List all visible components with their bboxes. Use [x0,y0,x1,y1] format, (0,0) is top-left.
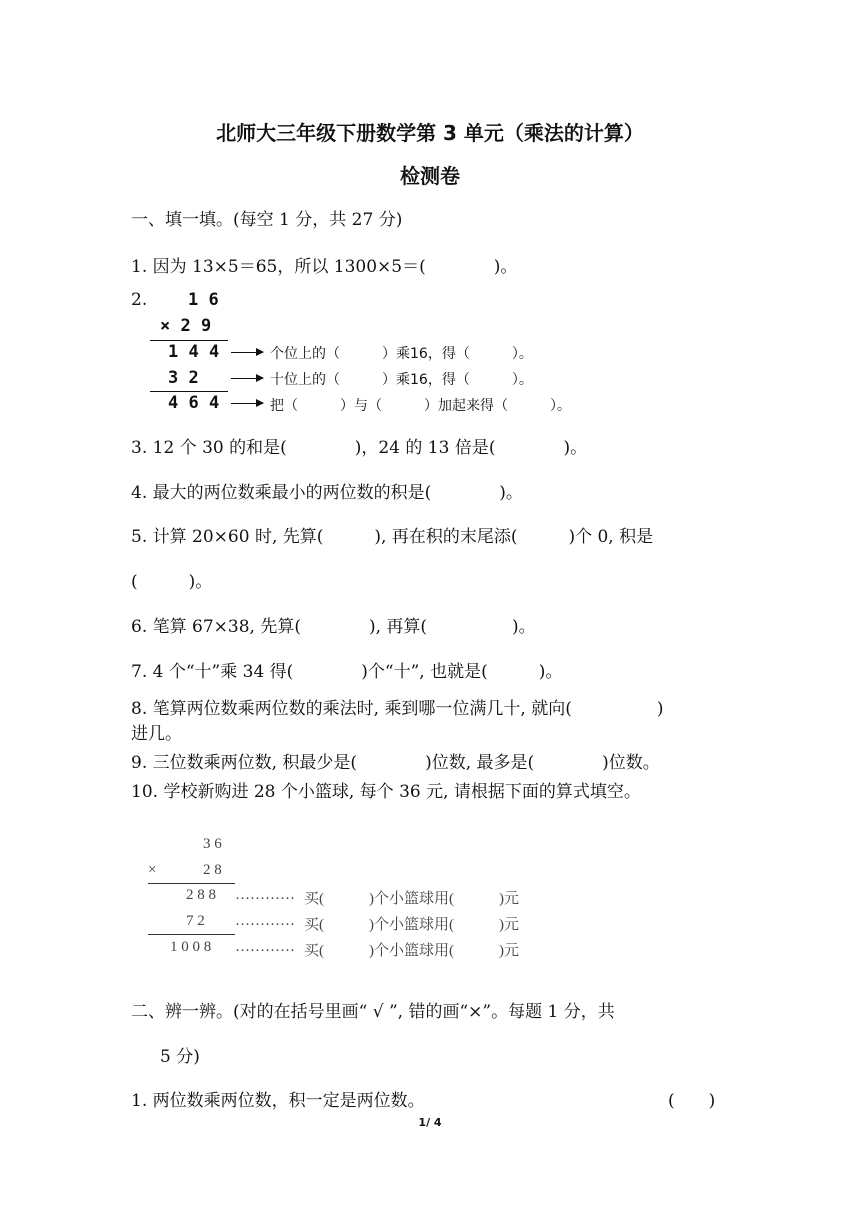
question-8-line-2: 进几。 [131,724,182,744]
q10-dots-2: ………… [235,913,295,929]
question-2-number: 2. [131,290,148,310]
question-10: 10. 学校新购进 28 个小篮球, 每个 36 元, 请根据下面的算式填空。 [131,782,641,802]
q2-arrow-1 [231,352,263,353]
q2-note-3: 把（ ）与（ ）加起来得（ ）。 [270,398,571,414]
q2-note-1: 个位上的（ ）乘16，得（ ）。 [270,346,533,362]
q10-product: 1 0 0 8 [170,939,212,955]
question-7: 7. 4 个“十”乘 34 得( )个“十”, 也就是( )。 [131,662,563,682]
question-8-line-1: 8. 笔算两位数乘两位数的乘法时, 乘到哪一位满几十, 就向( ) [131,699,664,719]
page-subtitle: 检测卷 [400,164,460,188]
q10-rule-1 [148,883,235,884]
q2-arrow-3 [231,403,263,404]
q2-partial-2: 3 2 [168,368,199,388]
question-6: 6. 笔算 67×38, 先算( ), 再算( )。 [131,617,536,637]
section-1-heading: 一、填一填。(每空 1 分，共 27 分) [131,210,403,230]
q10-times-sign: × [148,862,157,878]
q2-rule-2 [150,391,228,392]
section-2-heading-line-2: 5 分) [160,1047,200,1067]
q2-multiplier: × 2 9 [160,316,212,336]
question-5-line-2: ( )。 [131,572,213,592]
page-number: 1/ 4 [418,1116,442,1129]
q2-note-2: 十位上的（ ）乘16，得（ ）。 [270,372,533,388]
q2-partial-1: 1 4 4 [168,342,220,362]
section-2-question-1-answer-bracket[interactable]: ( ) [668,1091,716,1111]
section-2-heading-line-1: 二、辨一辨。(对的在括号里画“ √ ”, 错的画“×”。每题 1 分，共 [131,1002,615,1022]
q2-rule-1 [150,340,228,341]
section-2-question-1: 1. 两位数乘两位数，积一定是两位数。 [131,1091,425,1111]
question-5-line-1: 5. 计算 20×60 时, 先算( ), 再在积的末尾添( )个 0, 积是 [131,527,654,547]
q2-multiplicand: 1 6 [188,290,219,310]
q10-multiplier: 2 8 [203,862,222,878]
q10-partial-2: 7 2 [186,913,205,929]
q10-note-2: 买( )个小篮球用( )元 [304,917,519,933]
q10-dots-3: ………… [235,939,295,955]
q10-note-3: 买( )个小篮球用( )元 [304,943,519,959]
q2-arrow-2 [231,378,263,379]
q2-product: 4 6 4 [168,393,220,413]
question-3: 3. 12 个 30 的和是( )，24 的 13 倍是( )。 [131,438,588,458]
page-title: 北师大三年级下册数学第 3 单元（乘法的计算） [216,121,644,145]
question-1: 1. 因为 13×5＝65，所以 1300×5＝( )。 [131,257,518,277]
q10-note-1: 买( )个小篮球用( )元 [304,891,519,907]
question-4: 4. 最大的两位数乘最小的两位数的积是( )。 [131,483,523,503]
q10-multiplicand: 3 6 [203,836,222,852]
q10-rule-2 [148,934,235,935]
q10-partial-1: 2 8 8 [186,887,216,903]
q10-dots-1: ………… [235,887,295,903]
question-9: 9. 三位数乘两位数, 积最少是( )位数, 最多是( )位数。 [131,753,660,773]
